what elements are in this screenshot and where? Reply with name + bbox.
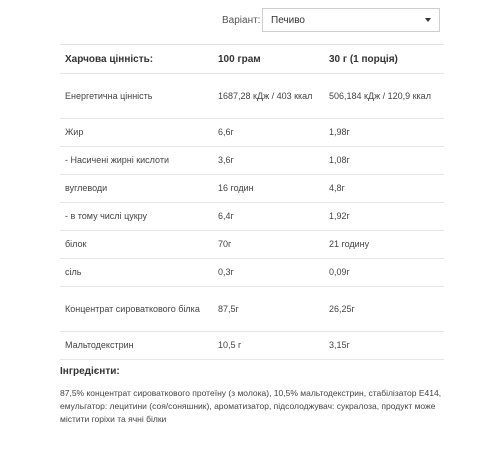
row-per-serving: 26,25г (324, 287, 444, 332)
row-per-100g: 0,3г (213, 259, 324, 287)
row-name: Концентрат сироваткового білка (60, 287, 213, 332)
row-per-100g: 6,4г (213, 203, 324, 231)
table-row (60, 287, 444, 332)
row-name: сіль (60, 259, 213, 287)
header-nutrition: Харчова цінність: (60, 45, 213, 74)
header-per-serving: 30 г (1 порція) (324, 45, 444, 74)
row-name: вуглеводи (60, 175, 213, 203)
variant-label: Варіант: (222, 14, 261, 26)
row-name: Жир (60, 119, 213, 147)
table-row (60, 332, 444, 360)
table-row (60, 119, 444, 147)
row-per-serving: 506,184 кДж / 120,9 ккал (324, 74, 444, 119)
row-per-serving: 1,98г (324, 119, 444, 147)
nutrition-table (60, 44, 444, 360)
row-per-serving: 1,92г (324, 203, 444, 231)
row-per-100g: 10,5 г (213, 332, 324, 360)
table-row (60, 175, 444, 203)
variant-selected-value: Печиво (271, 14, 305, 26)
row-name: Мальтодекстрин (60, 332, 213, 360)
row-per-serving: 3,15г (324, 332, 444, 360)
nutrition-table-header (60, 45, 444, 74)
row-per-serving: 1,08г (324, 147, 444, 175)
row-per-100g: 87,5г (213, 287, 324, 332)
variant-selector-row (222, 8, 440, 32)
table-row (60, 203, 444, 231)
row-name: - Насичені жирні кислоти (60, 147, 213, 175)
table-row (60, 74, 444, 119)
row-per-100g: 70г (213, 231, 324, 259)
row-per-100g: 1687,28 кДж / 403 ккал (213, 74, 324, 119)
row-per-serving: 0,09г (324, 259, 444, 287)
chevron-down-icon (425, 18, 431, 22)
ingredients-text: 87,5% концентрат сироваткового протеїну (з молока), 10,5% мальтодекстрин, стабілізатор Е414, емульгатор: лецитини (соя/соняшник), ароматизатор, підсолоджувач: сукралоза, продукт може містити горіхи та ячні білки (60, 388, 442, 424)
row-per-serving: 21 годину (324, 231, 444, 259)
row-per-100g: 6,6г (213, 119, 324, 147)
row-name: Енергетична цінність (60, 74, 213, 119)
header-per-100g: 100 грам (213, 45, 324, 74)
row-per-100g: 16 годин (213, 175, 324, 203)
table-row (60, 147, 444, 175)
row-per-100g: 3,6г (213, 147, 324, 175)
row-name: - в тому числі цукру (60, 203, 213, 231)
table-row (60, 259, 444, 287)
table-row (60, 231, 444, 259)
row-per-serving: 4,8г (324, 175, 444, 203)
variant-select[interactable] (262, 8, 440, 32)
row-name: білок (60, 231, 213, 259)
ingredients-title: Інгредієнти: (60, 366, 120, 377)
